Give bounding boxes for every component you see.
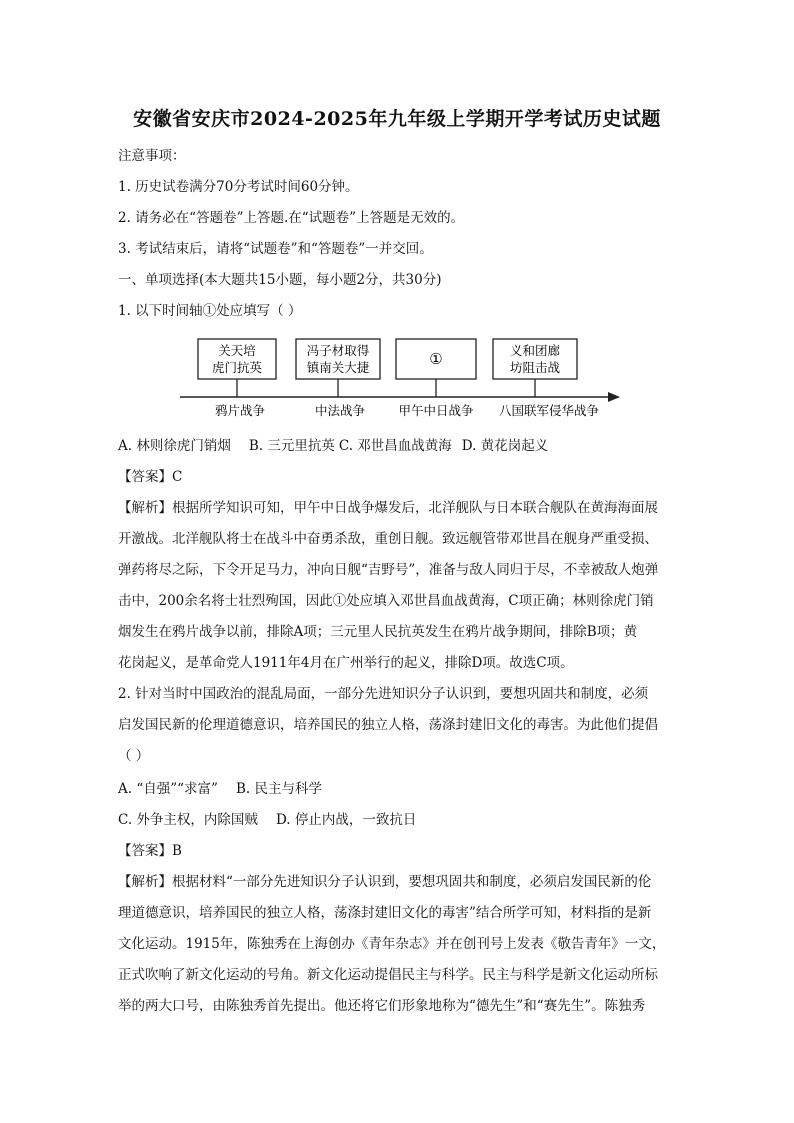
timeline-box-2-line1: 冯子材取得 bbox=[306, 343, 370, 358]
q1-analysis-line: 花岗起义，是革命党人1911年4月在广州举行的起义，排除D项。故选C项。 bbox=[118, 655, 574, 671]
timeline-label-4: 八国联军侵华战争 bbox=[498, 403, 600, 418]
timeline-label-3: 甲午中日战争 bbox=[398, 403, 474, 418]
q2-analysis-line: 正式吹响了新文化运动的号角。新文化运动提倡民主与科学。民主与科学是新文化运动所标 bbox=[118, 967, 658, 983]
q1-option-a: A. 林则徐虎门销烟 bbox=[118, 438, 231, 454]
timeline-box-4-line2: 坊阻击战 bbox=[509, 360, 561, 375]
notice-heading: 注意事项： bbox=[118, 148, 186, 164]
q2-option-b: B. 民主与科学 bbox=[235, 781, 322, 797]
q1-answer: 【答案】C bbox=[118, 469, 183, 485]
q2-options-row-2 bbox=[118, 810, 688, 830]
section-heading: 一、单项选择(本大题共15小题，每小题2分，共30分) bbox=[118, 272, 442, 288]
timeline-box-4 bbox=[493, 339, 577, 379]
timeline-box-2 bbox=[296, 339, 380, 379]
q1-analysis-line: 弹药将尽之际，下令开足马力，冲向日舰“吉野号”，准备与敌人同归于尽，不幸被敌人炮弹 bbox=[118, 562, 659, 578]
timeline-box-1 bbox=[198, 339, 276, 379]
timeline-box-2-line2: 镇南关大捷 bbox=[306, 360, 370, 375]
timeline-connectors bbox=[237, 379, 535, 397]
page-title: 安徽省安庆市2024-2025年九年级上学期开学考试历史试题 bbox=[133, 108, 661, 130]
timeline-box-1-line1: 关天培 bbox=[218, 343, 256, 358]
timeline-box-3 bbox=[396, 339, 476, 379]
q1-options bbox=[118, 436, 688, 456]
q1-timeline bbox=[0, 335, 794, 425]
q2-options-row-1 bbox=[118, 779, 688, 799]
q1-analysis-line: 击中，200余名将士壮烈殉国，因此①处应填入邓世昌血战黄海，C项正确；林则徐虎门销 bbox=[118, 593, 654, 609]
q1-option-d: D. 黄花岗起义 bbox=[461, 438, 549, 454]
timeline-label-2: 中法战争 bbox=[314, 403, 366, 418]
q2-answer: 【答案】B bbox=[118, 843, 182, 859]
notice-item-2: 2. 请务必在“答题卷”上答题.在“试题卷”上答题是无效的。 bbox=[118, 210, 465, 226]
q1-option-c: C. 邓世昌血战黄海 bbox=[338, 438, 452, 454]
timeline-box-3-line1: ① bbox=[429, 350, 443, 368]
q2-analysis-line: 文化运动。1915年，陈独秀在上海创办《青年杂志》并在创刊号上发表《敬告青年》一文， bbox=[118, 936, 666, 952]
q1-analysis-line: 烟发生在鸦片战争以前，排除A项；三元里人民抗英发生在鸦片战争期间，排除B项；黄 bbox=[118, 624, 638, 640]
q1-analysis-line: 开激战。北洋舰队将士在战斗中奋勇杀敌，重创日舰。致远舰管带邓世昌在舰身严重受损、 bbox=[118, 531, 658, 547]
q2-analysis-line: 理道德意识，培养国民的独立人格，荡涤封建旧文化的毒害”结合所学可知，材料指的是新 bbox=[118, 905, 652, 921]
q2-option-a: A. “自强”“求富” bbox=[118, 781, 218, 797]
timeline-box-4-line1: 义和团廊 bbox=[509, 343, 561, 358]
q2-stem-line: 启发国民新的伦理道德意识，培养国民的独立人格，荡涤封建旧文化的毒害。为此他们提倡 bbox=[118, 717, 658, 733]
q2-option-c: C. 外争主权，内除国贼 bbox=[118, 812, 258, 828]
q2-analysis-line: 举的两大口号，由陈独秀首先提出。他还将它们形象地称为“德先生”和“赛先生”。陈独秀 bbox=[118, 998, 646, 1014]
q2-analysis-line: 【解析】根据材料“一部分先进知识分子认识到，要想巩固共和制度，必须启发国民新的伦 bbox=[118, 874, 652, 890]
notice-item-3: 3. 考试结束后，请将“试题卷”和“答题卷”一并交回。 bbox=[118, 241, 433, 257]
q2-stem-line: （ ） bbox=[118, 748, 150, 764]
q2-option-d: D. 停止内战，一致抗日 bbox=[275, 812, 417, 828]
q2-stem-line: 2. 针对当时中国政治的混乱局面，一部分先进知识分子认识到，要想巩固共和制度，必须 bbox=[118, 686, 649, 702]
timeline-label-1: 鸦片战争 bbox=[214, 403, 266, 418]
q1-option-b: B. 三元里抗英 bbox=[248, 438, 335, 454]
q1-analysis-line: 【解析】根据所学知识可知，甲午中日战争爆发后，北洋舰队与日本联合舰队在黄海海面展 bbox=[118, 500, 658, 516]
q1-stem: 1. 以下时间轴①处应填写（ ） bbox=[118, 303, 302, 319]
notice-item-1: 1. 历史试卷满分70分考试时间60分钟。 bbox=[118, 179, 359, 195]
timeline-axis bbox=[180, 392, 620, 402]
timeline-box-1-line2: 虎门抗英 bbox=[211, 360, 263, 375]
